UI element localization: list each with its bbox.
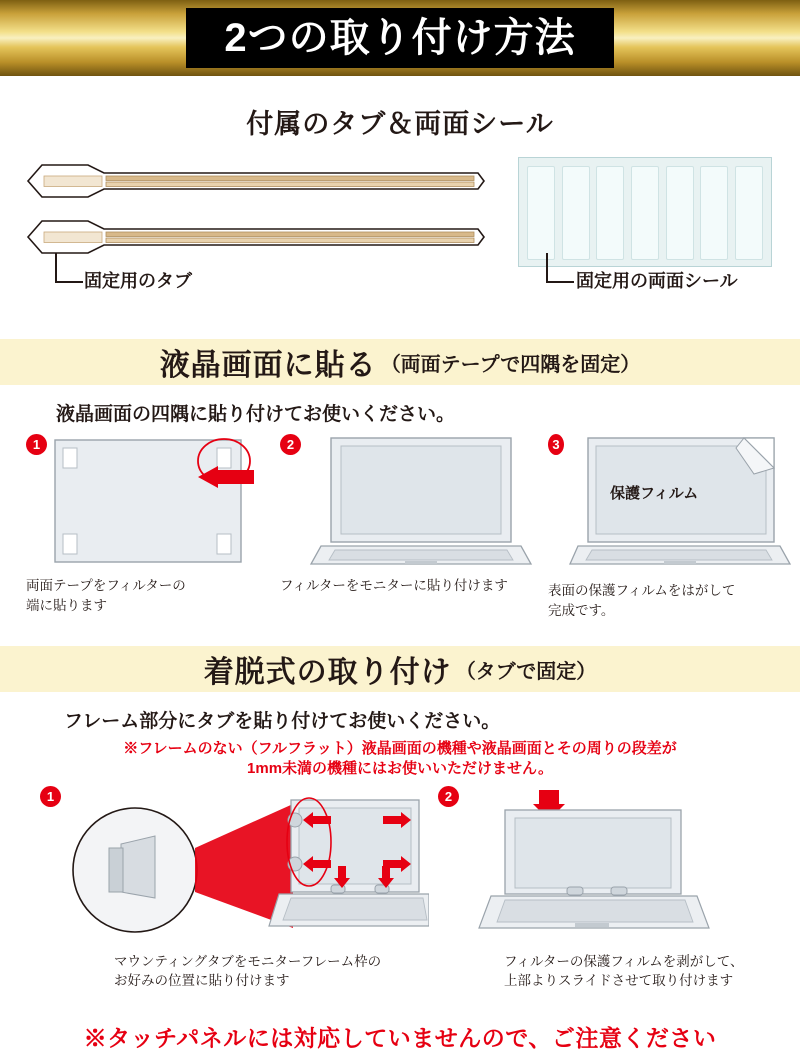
parts-heading: 付属のタブ＆両面シール (246, 109, 554, 139)
step3-caption: 表面の保護フィルムをはがして 完成です。 (548, 583, 736, 618)
method2-heading: 着脱式の取り付け (203, 656, 452, 689)
step-number: 1 (26, 434, 47, 455)
method1-band (0, 339, 800, 385)
method2-step-2 (438, 786, 788, 991)
method1-lead: 液晶画面の四隅に貼り付けてお使いください。 (56, 404, 456, 425)
method2-band (0, 646, 800, 692)
laptop-illustration (305, 434, 535, 570)
slide-install-illustration (471, 786, 771, 946)
mounting-tab-illustration-1 (26, 159, 486, 203)
method1-step-3 (548, 434, 798, 620)
method2-warning: ※フレームのない（フルフラット）液晶画面の機種や液晶画面とその周りの段差が 1mm未満の機種にはお使いいただけません。 (123, 740, 677, 778)
seal-strip (735, 166, 763, 260)
seal-strip (596, 166, 624, 260)
step-number: 2 (438, 786, 459, 807)
method2-subheading: （タブで固定） (455, 660, 597, 683)
step-number: 2 (280, 434, 301, 455)
seal-leader-line (546, 253, 574, 283)
tab-leader-line (55, 253, 83, 283)
tab-caption: 固定用のタブ (84, 271, 192, 291)
mounting-tab-illustration-2 (26, 215, 486, 259)
seal-strip (700, 166, 728, 260)
seal-strip (562, 166, 590, 260)
header-banner (0, 0, 800, 76)
footer-warning: ※タッチパネルには対応していませんので、ご注意ください (83, 1025, 717, 1051)
step2-caption: フィルターをモニターに貼り付けます (280, 578, 508, 593)
seal-strip (631, 166, 659, 260)
m2-step1-caption: マウンティングタブをモニターフレーム枠の お好みの位置に貼り付けます (114, 953, 382, 989)
method1-heading: 液晶画面に貼る (159, 349, 377, 382)
seal-caption: 固定用の両面シール (576, 271, 738, 291)
tab-placement-illustration (63, 786, 429, 946)
step-number: 3 (548, 434, 564, 455)
method2-step-1 (40, 786, 440, 991)
tape-arrow-icon (196, 466, 256, 493)
method1-step-1 (26, 434, 266, 615)
step1-caption: 両面テープをフィルターの 端に貼ります (26, 578, 186, 613)
method1-step-2 (280, 434, 540, 596)
filter-sheet-illustration (51, 434, 257, 570)
page-title: 2つの取り付け方法 (224, 16, 576, 60)
method1-subheading: （両面テープで四隅を固定） (380, 353, 641, 376)
header-title-plate (186, 8, 614, 68)
seal-strip (666, 166, 694, 260)
protective-film-label: 保護フィルム (610, 485, 699, 502)
step-number: 1 (40, 786, 61, 807)
method2-steps (0, 786, 800, 1006)
seal-strip (527, 166, 555, 260)
method2-lead: フレーム部分にタブを貼り付けてお使いください。 (64, 711, 501, 732)
parts-illustration (0, 149, 800, 329)
m2-step2-caption: フィルターの保護フィルムを剥がして、 上部よりスライドさせて取り付けます (504, 953, 744, 989)
parts-section (0, 102, 800, 329)
double-sided-seal-sheet (518, 157, 772, 267)
method1-steps (0, 434, 800, 646)
